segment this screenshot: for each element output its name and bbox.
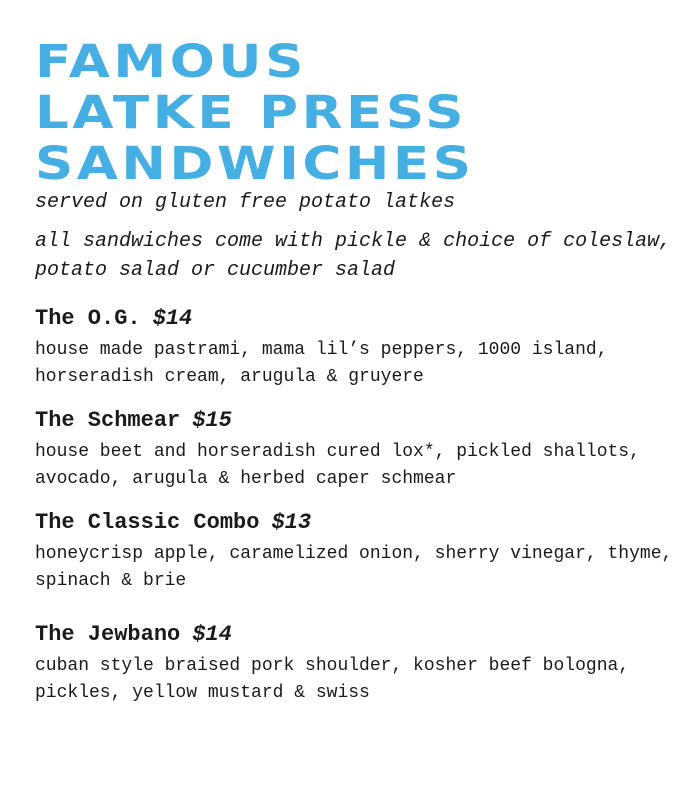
menu-item-classic-combo	[35, 509, 675, 595]
menu-item-og	[35, 305, 675, 391]
menu-item-description: house beet and horseradish cured lox*, pickled shallots, avocado, arugula & herbed caper schmear	[35, 442, 640, 489]
menu-item-description: honeycrisp apple, caramelized onion, sherry vinegar, thyme, spinach & brie	[35, 544, 673, 591]
menu-item-price: $13	[271, 510, 312, 535]
menu-item-heading	[35, 407, 675, 435]
menu-item-price: $14	[192, 622, 232, 647]
menu-item-schmear	[35, 407, 675, 493]
sandwich-list	[35, 305, 675, 707]
menu-title	[35, 36, 700, 189]
sandwich-menu	[35, 36, 675, 723]
menu-item-description: house made pastrami, mama lil’s peppers, 1000 island, horseradish cream, arugula & gruyere	[35, 340, 608, 387]
menu-item-description: cuban style braised pork shoulder, kosher beef bologna, pickles, yellow mustard & swiss	[35, 656, 630, 703]
menu-item-heading	[35, 621, 675, 649]
menu-note: all sandwiches come with pickle & choice of coleslaw, potato salad or cucumber salad	[35, 230, 672, 282]
menu-title-line-1: FAMOUS	[35, 35, 307, 88]
menu-title-line-3: SANDWICHES	[35, 137, 475, 190]
menu-item-name: The O.G.	[35, 306, 141, 331]
menu-item-name: The Classic Combo	[35, 510, 260, 535]
menu-item-heading	[35, 509, 675, 537]
menu-item-heading	[35, 305, 675, 333]
menu-item-name: The Jewbano	[35, 622, 181, 647]
menu-item-price: $14	[152, 306, 193, 331]
menu-item-price: $15	[192, 408, 232, 433]
menu-item-jewbano	[35, 621, 675, 707]
menu-title-line-2: LATKE PRESS	[35, 86, 468, 139]
menu-subtitle: served on gluten free potato latkes	[35, 191, 456, 214]
menu-intro	[35, 191, 675, 285]
menu-item-name: The Schmear	[35, 408, 181, 433]
